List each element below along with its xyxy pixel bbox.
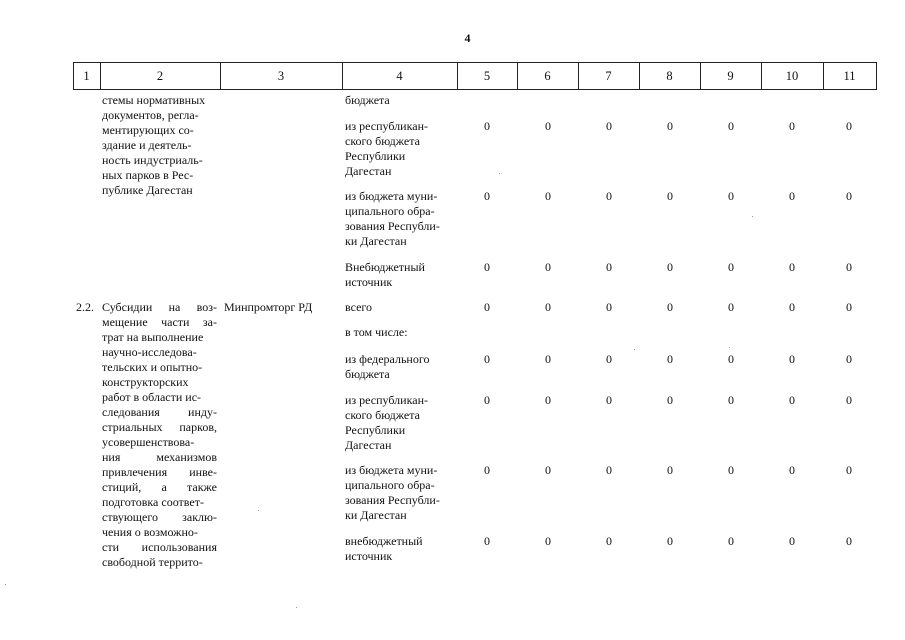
description-line: конструкторских	[102, 375, 189, 389]
description-line: ментирующих со-	[102, 123, 194, 137]
header-cell-9: 9	[727, 69, 734, 83]
value-cell: 0	[545, 393, 551, 407]
source-line: источник	[345, 549, 393, 563]
description-line: ствующего заклю-	[102, 510, 217, 524]
value-cell: 0	[667, 300, 673, 314]
description-line: здание и деятель-	[102, 138, 192, 152]
value-cell: 0	[728, 119, 734, 133]
section2-source-5	[345, 463, 455, 523]
value-cell: 0	[728, 189, 734, 203]
value-cell: 0	[789, 463, 795, 477]
value-cell: 0	[728, 300, 734, 314]
source-line: источник	[345, 275, 393, 289]
description-line: научно-исследова-	[102, 345, 197, 359]
description-line: публике Дагестан	[102, 183, 193, 197]
column-divider	[876, 63, 877, 89]
value-cell: 0	[667, 463, 673, 477]
value-cell: 0	[846, 189, 852, 203]
value-cell: 0	[606, 393, 612, 407]
value-cell: 0	[484, 260, 490, 274]
source-line: в том числе:	[345, 325, 408, 339]
value-cell: 0	[846, 260, 852, 274]
header-cell-8: 8	[666, 69, 673, 83]
value-cell: 0	[789, 393, 795, 407]
value-cell: 0	[484, 534, 490, 548]
section2-source-1	[345, 300, 455, 315]
section2-source-2	[345, 325, 455, 340]
value-cell: 0	[789, 352, 795, 366]
value-cell: 0	[545, 119, 551, 133]
value-cell: 0	[667, 393, 673, 407]
source-line: Республики	[345, 149, 406, 163]
value-cell: 0	[484, 393, 490, 407]
value-cell: 0	[789, 300, 795, 314]
section1-description	[102, 93, 217, 198]
value-cell: 0	[545, 300, 551, 314]
description-line: тельских и опытно-	[102, 360, 203, 374]
value-cell: 0	[789, 534, 795, 548]
section1-source-2	[345, 119, 455, 179]
source-line: Дагестан	[345, 164, 392, 178]
description-line: ных парков в Рес-	[102, 168, 194, 182]
source-line: всего	[345, 300, 373, 314]
value-cell: 0	[484, 352, 490, 366]
value-cell: 0	[728, 534, 734, 548]
source-line: ского бюджета	[345, 408, 420, 422]
section2-source-6	[345, 534, 455, 564]
value-cell: 0	[545, 352, 551, 366]
value-cell: 0	[484, 189, 490, 203]
source-line: зования Республи-	[345, 219, 440, 233]
source-line: бюджета	[345, 93, 390, 107]
value-cell: 0	[484, 300, 490, 314]
value-cell: 0	[545, 189, 551, 203]
section1-source-3	[345, 189, 455, 249]
header-cell-2: 2	[156, 69, 164, 83]
section2-description	[102, 300, 217, 570]
source-line: внебюджетный	[345, 534, 423, 548]
value-cell: 0	[846, 300, 852, 314]
source-line: ского бюджета	[345, 134, 420, 148]
header-cell-7: 7	[605, 69, 612, 83]
scan-speck	[258, 510, 259, 511]
value-cell: 0	[484, 463, 490, 477]
header-cell-1: 1	[83, 69, 90, 83]
description-line: ния механизмов	[102, 450, 217, 464]
description-line: подготовка соответ-	[102, 495, 204, 509]
source-line: ки Дагестан	[345, 508, 407, 522]
section1-source-1	[345, 93, 455, 108]
value-cell: 0	[606, 352, 612, 366]
table-header-row	[73, 62, 877, 90]
description-line: стриальных парков,	[102, 420, 217, 434]
description-line: ность индустриаль-	[102, 153, 203, 167]
value-cell: 0	[667, 189, 673, 203]
description-line: стемы нормативных	[102, 93, 206, 107]
value-cell: 0	[789, 260, 795, 274]
value-cell: 0	[606, 534, 612, 548]
value-cell: 0	[545, 534, 551, 548]
scan-speck	[752, 216, 753, 217]
value-cell: 0	[846, 119, 852, 133]
description-line: мещение части за-	[102, 315, 217, 329]
value-cell: 0	[846, 393, 852, 407]
header-cell-6: 6	[544, 69, 551, 83]
value-cell: 0	[789, 119, 795, 133]
source-line: Республики	[345, 423, 406, 437]
description-line: Субсидии на воз-	[102, 300, 217, 314]
value-cell: 0	[606, 260, 612, 274]
value-cell: 0	[728, 352, 734, 366]
description-line: свободной террито-	[102, 555, 203, 569]
scan-speck	[499, 173, 500, 174]
header-cell-10: 10	[785, 69, 799, 83]
source-line: из республикан-	[345, 119, 428, 133]
row-number: 2.2.	[76, 300, 94, 314]
value-cell: 0	[728, 393, 734, 407]
value-cell: 0	[728, 260, 734, 274]
scan-speck	[634, 349, 635, 350]
section1-source-4	[345, 260, 455, 290]
value-cell: 0	[846, 352, 852, 366]
value-cell: 0	[484, 119, 490, 133]
section2-source-4	[345, 393, 455, 453]
header-cell-3: 3	[277, 69, 285, 83]
description-line: чения о возможно-	[102, 525, 198, 539]
value-cell: 0	[606, 300, 612, 314]
description-line: стиций, а также	[102, 480, 217, 494]
value-cell: 0	[667, 119, 673, 133]
section2-source-3	[345, 352, 455, 382]
value-cell: 0	[667, 534, 673, 548]
description-line: трат на выполнение	[102, 330, 204, 344]
value-cell: 0	[728, 463, 734, 477]
value-cell: 0	[606, 119, 612, 133]
scan-speck	[296, 607, 297, 608]
source-line: ципального обра-	[345, 478, 435, 492]
description-line: привлечения инве-	[102, 465, 217, 479]
source-line: из бюджета муни-	[345, 189, 438, 203]
source-line: из бюджета муни-	[345, 463, 438, 477]
value-cell: 0	[606, 189, 612, 203]
source-line: Внебюджетный	[345, 260, 425, 274]
description-line: усовершенствова-	[102, 435, 195, 449]
description-line: документов, регла-	[102, 108, 199, 122]
description-line: работ в области ис-	[102, 390, 202, 404]
description-line: сти использования	[102, 540, 217, 554]
value-cell: 0	[667, 352, 673, 366]
description-line: следования инду-	[102, 405, 217, 419]
value-cell: 0	[846, 534, 852, 548]
header-cell-11: 11	[843, 69, 856, 83]
value-cell: 0	[789, 189, 795, 203]
source-line: зования Республи-	[345, 493, 440, 507]
value-cell: 0	[667, 260, 673, 274]
scan-speck	[5, 584, 6, 585]
scan-speck	[729, 347, 730, 348]
value-cell: 0	[545, 463, 551, 477]
header-cell-5: 5	[483, 69, 491, 83]
header-cell-4: 4	[396, 69, 403, 83]
source-line: Дагестан	[345, 438, 392, 452]
source-line: бюджета	[345, 367, 390, 381]
value-cell: 0	[545, 260, 551, 274]
source-line: из республикан-	[345, 393, 428, 407]
value-cell: 0	[606, 463, 612, 477]
executor: Минпромторг РД	[224, 300, 313, 314]
value-cell: 0	[846, 463, 852, 477]
page-number: 4	[464, 31, 471, 45]
source-line: из федерального	[345, 352, 430, 366]
source-line: ципального обра-	[345, 204, 435, 218]
source-line: ки Дагестан	[345, 234, 407, 248]
